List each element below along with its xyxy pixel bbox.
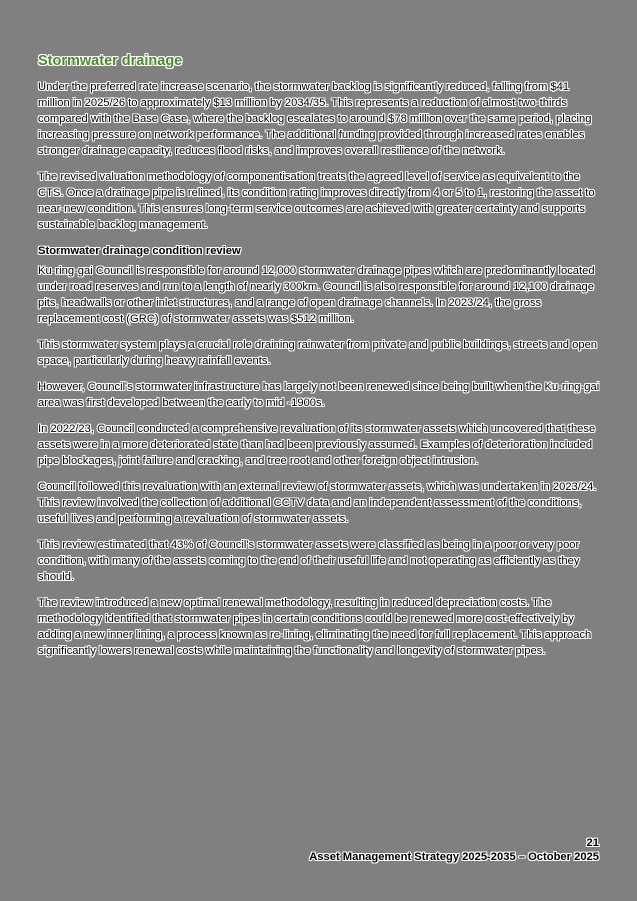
paragraph-system-role: This stormwater system plays a crucial role draining rainwater from private and public buildings, streets and open space, particularly during heavy rainfall events. bbox=[38, 339, 598, 367]
page-footer bbox=[309, 836, 599, 864]
paragraph-revaluation: In 2022/23, Council conducted a comprehensive revaluation of its stormwater assets which uncovered that these assets were in a more deteriorated state than had been previously assumed. Examples of deterioration included pipe blockages, joint failure and cracking, and tree root and other foreign object intrusion. bbox=[38, 423, 596, 467]
subsection-heading: Stormwater drainage condition review bbox=[38, 245, 241, 257]
intro-paragraph-backlog: Under the preferred rate increase scenario, the stormwater backlog is significantly reduced, falling from $41 million in 2025/26 to approximately $13 million by 2034/35. This represents a reduction of almost two-thirds compared with the Base Case, where the backlog escalates to around $78 million over the same period, placing increasing pressure on network performance. The additional funding provided through increased rates enables stronger drainage capacity, reduces flood risks, and improves overall resilience of the network. bbox=[38, 81, 592, 157]
document-page bbox=[38, 52, 600, 669]
page-number: 21 bbox=[586, 837, 599, 849]
paragraph-council-responsibility: Ku-ring-gai Council is responsible for around 12,000 stormwater drainage pipes which are predominantly located under road reserves and run to a length of nearly 300km. Council is also responsible for around 12,100 drainage pits, headwalls or other inlet structures, and a range of open drainage channels. In 2023/24, the gross replacement cost (GRC) of stormwater assets was $512 million. bbox=[38, 265, 595, 325]
paragraph-external-review: Council followed this revaluation with an external review of stormwater assets, which was undertaken in 2023/24. This review involved the collection of additional CCTV data and an independent assessment of the conditions, useful lives and performing a revaluation of stormwater assets. bbox=[38, 481, 597, 525]
paragraph-infrastructure-age: However, Council's stormwater infrastructure has largely not been renewed since being built when the Ku-ring-gai area was first developed between the early to mid -1900s. bbox=[38, 381, 600, 409]
paragraph-renewal-methodology: The review introduced a new optimal renewal methodology, resulting in reduced depreciation costs. The methodology identified that stormwater pipes in certain conditions could be renewed more cost-effectively by adding a new inner lining, a process known as re-lining, eliminating the need for full replacement. This approach significantly lowers renewal costs while maintaining the functionality and longevity of stormwater pipes. bbox=[38, 597, 592, 657]
document-title: Asset Management Strategy 2025-2035 – October 2025 bbox=[309, 851, 599, 863]
paragraph-condition-estimate: This review estimated that 43% of Council's stormwater assets were classified as being in a poor or very poor condition, with many of the assets coming to the end of their useful life and not operating as efficiently as they should. bbox=[38, 539, 580, 583]
intro-paragraph-valuation: The revised valuation methodology of componentisation treats the agreed level of service as equivalent to the CTS. Once a drainage pipe is relined, its condition rating improves directly from 4 or 5 to 1, restoring the asset to near-new condition. This ensures long-term service outcomes are achieved with greater certainty and supports sustainable backlog management. bbox=[38, 171, 595, 231]
section-heading: Stormwater drainage bbox=[38, 53, 183, 69]
